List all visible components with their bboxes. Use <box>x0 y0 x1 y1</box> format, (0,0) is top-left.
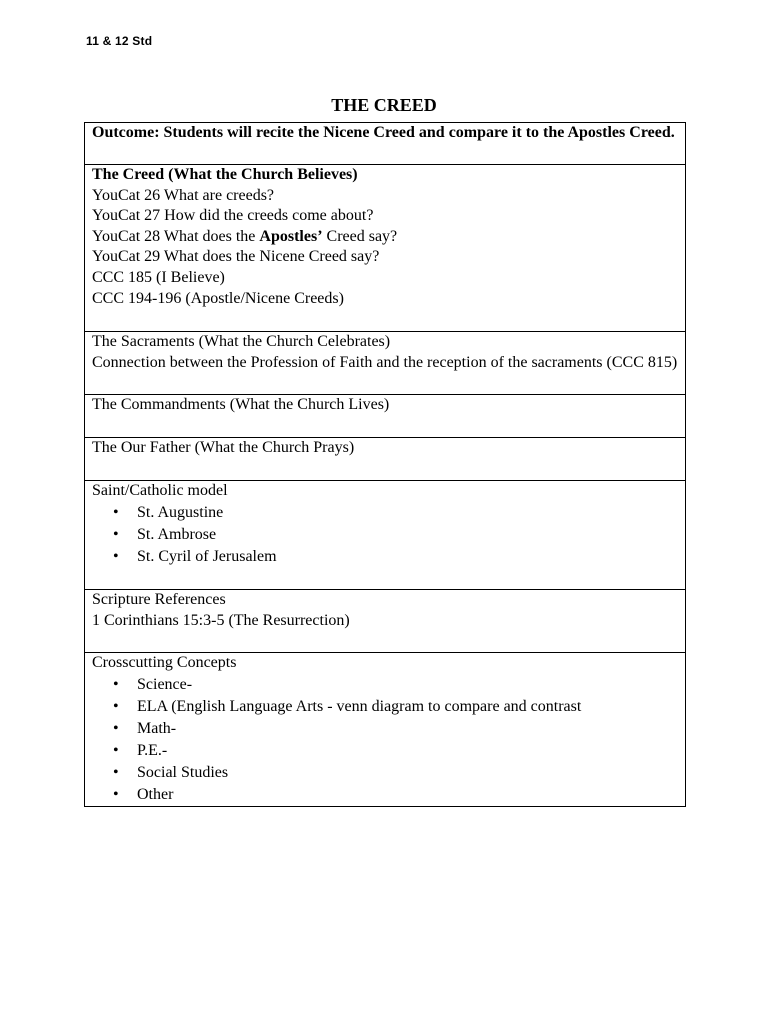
outcome-text: Outcome: Students will recite the Nicene Creed and compare it to the Apostles Creed. <box>92 124 675 141</box>
page-title: THE CREED <box>331 95 437 115</box>
table-row <box>85 481 686 590</box>
crosscutting-heading: Crosscutting Concepts <box>92 654 237 671</box>
table-row <box>85 165 686 332</box>
scripture-text: 1 Corinthians 15:3-5 (The Resurrection) <box>92 611 350 629</box>
scripture-cell <box>85 590 686 653</box>
creed-item-text: YouCat 28 What does the <box>92 227 260 245</box>
outcome-cell <box>85 123 686 165</box>
creed-item-bold: Apostles’ <box>259 227 323 245</box>
table-row <box>85 438 686 481</box>
sacraments-text: Connection between the Profession of Faith and the reception of the sacraments (CCC 815) <box>92 353 678 371</box>
list-item: • Other <box>92 784 678 806</box>
list-item: • Social Studies <box>92 762 678 784</box>
table-row <box>85 123 686 165</box>
commandments-heading: The Commandments (What the Church Lives) <box>92 396 390 413</box>
creed-cell <box>85 165 686 332</box>
list-item: YouCat 27 How did the creeds come about? <box>92 207 374 225</box>
crosscutting-cell <box>85 653 686 807</box>
creed-heading: The Creed (What the Church Believes) <box>92 166 358 183</box>
our-father-cell <box>85 438 686 481</box>
our-father-heading: The Our Father (What the Church Prays) <box>92 439 355 456</box>
list-item: • St. Cyril of Jerusalem <box>92 546 678 568</box>
table-row <box>85 395 686 438</box>
list-item: • P.E.- <box>92 740 678 762</box>
list-item: YouCat 26 What are creeds? <box>92 186 275 204</box>
crosscutting-list <box>92 674 678 806</box>
saint-cell <box>85 481 686 590</box>
table-row <box>85 653 686 807</box>
table-row <box>85 590 686 653</box>
list-item <box>92 227 678 248</box>
grade-label: 11 & 12 Std <box>86 34 153 48</box>
saint-heading: Saint/Catholic model <box>92 482 228 499</box>
creed-item-tail: Creed say? <box>322 227 398 245</box>
commandments-cell <box>85 395 686 438</box>
list-item: CCC 185 (I Believe) <box>92 268 225 286</box>
saint-list <box>92 502 678 568</box>
sacraments-cell <box>85 332 686 395</box>
scripture-heading: Scripture References <box>92 591 226 608</box>
list-item: CCC 194-196 (Apostle/Nicene Creeds) <box>92 289 344 307</box>
lesson-plan-table <box>84 122 686 807</box>
list-item: • Math- <box>92 718 678 740</box>
list-item: • ELA (English Language Arts - venn diagram to compare and contrast <box>92 696 678 718</box>
list-item: • St. Ambrose <box>92 524 678 546</box>
table-row <box>85 332 686 395</box>
sacraments-heading: The Sacraments (What the Church Celebrates) <box>92 333 391 350</box>
list-item: • St. Augustine <box>92 502 678 524</box>
list-item: • Science- <box>92 674 678 696</box>
list-item: YouCat 29 What does the Nicene Creed say? <box>92 248 380 266</box>
